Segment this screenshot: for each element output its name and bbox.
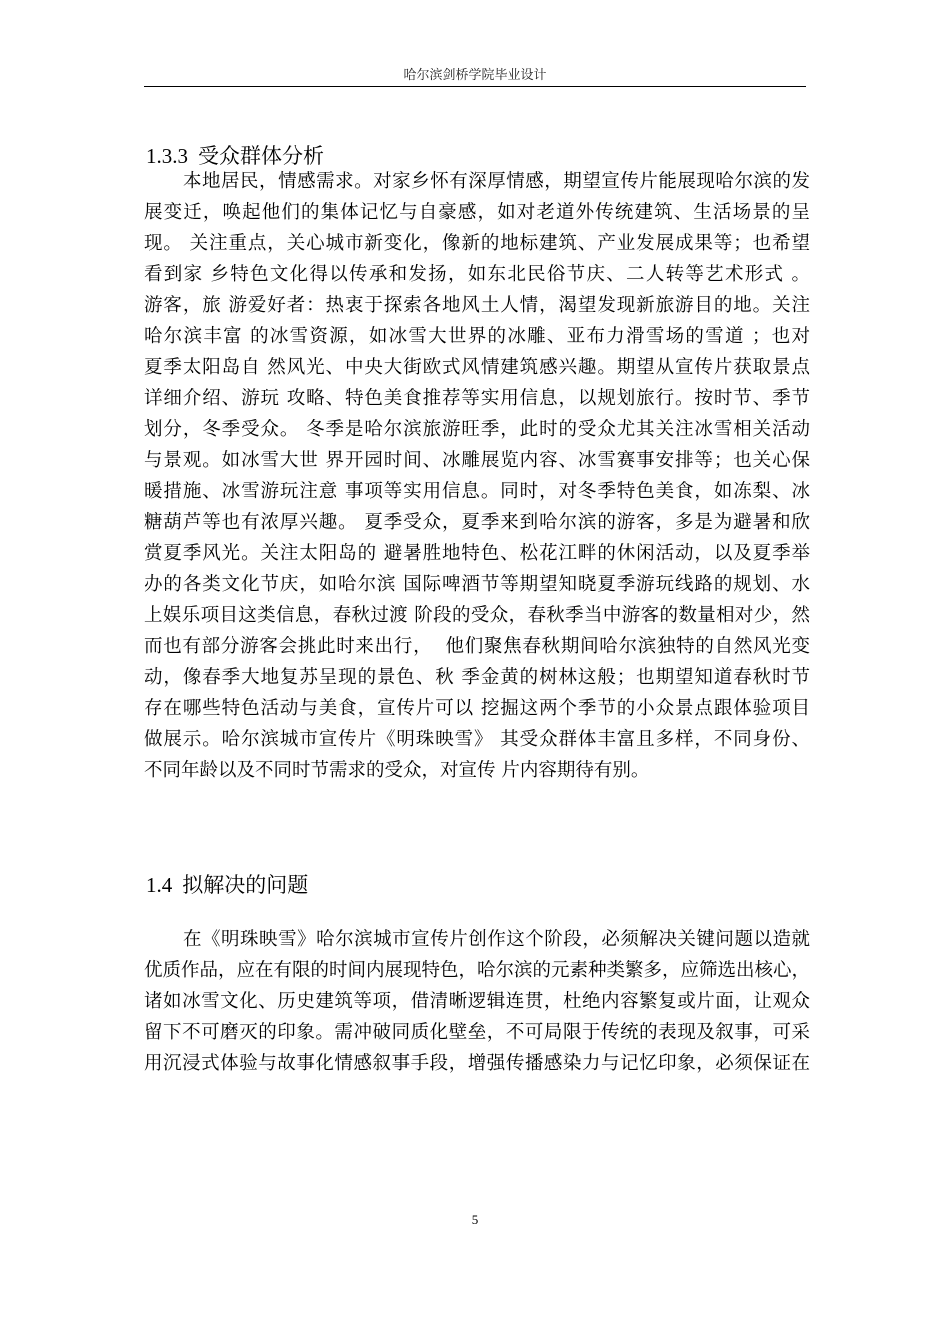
section-title: 拟解决的问题 <box>182 873 309 897</box>
text-line: 糖葫芦等也有浓厚兴趣。 夏季受众，夏季来到哈尔滨的游客，多是为避暑和欣 <box>144 512 810 533</box>
paragraph-problems <box>144 924 810 1079</box>
text-line: 划分，冬季受众。 冬季是哈尔滨旅游旺季，此时的受众尤其关注冰雪相关活动 <box>144 419 810 440</box>
text-line: 哈尔滨丰富 的冰雪资源，如冰雪大世界的冰雕、亚布力滑雪场的雪道 ；也对 <box>144 326 810 347</box>
text-line: 详细介绍、游玩 攻略、特色美食推荐等实用信息，以规划旅行。按时节、季节 <box>144 388 810 409</box>
text-line: 暖措施、冰雪游玩注意 事项等实用信息。同时，对冬季特色美食，如冻梨、冰 <box>144 481 810 502</box>
text-line: 夏季太阳岛自 然风光、中央大街欧式风情建筑感兴趣。期望从宣传片获取景点 <box>144 357 810 378</box>
text-line: 游客，旅 游爱好者：热衷于探索各地风土人情，渴望发现新旅游目的地。关注 <box>144 295 810 316</box>
text-line: 在《明珠映雪》哈尔滨城市宣传片创作这个阶段，必须解决关键问题以造就 <box>183 929 810 950</box>
text-line: 诸如冰雪文化、历史建筑等项，借清晰逻辑连贯，杜绝内容繁复或片面，让观众 <box>144 991 810 1012</box>
text-line: 而也有部分游客会挑此时来出行， 他们聚焦春秋期间哈尔滨独特的自然风光变 <box>144 636 810 657</box>
text-line: 用沉浸式体验与故事化情感叙事手段，增强传播感染力与记忆印象，必须保证在 <box>144 1053 810 1074</box>
text-line: 留下不可磨灭的印象。需冲破同质化壁垒，不可局限于传统的表现及叙事，可采 <box>144 1022 810 1043</box>
page-header: 哈尔滨剑桥学院毕业设计 <box>403 68 547 83</box>
text-line: 办的各类文化节庆，如哈尔滨 国际啤酒节等期望知晓夏季游玩线路的规划、水 <box>144 574 810 595</box>
section-number: 1.3.3 <box>146 144 188 168</box>
text-line: 与景观。如冰雪大世 界开园时间、冰雕展览内容、冰雪赛事安排等；也关心保 <box>144 450 810 471</box>
text-line: 赏夏季风光。关注太阳岛的 避暑胜地特色、松花江畔的休闲活动，以及夏季举 <box>144 543 810 564</box>
page-number: 5 <box>471 1212 479 1227</box>
text-line: 优质作品，应在有限的时间内展现特色，哈尔滨的元素种类繁多，应筛选出核心， <box>144 960 810 981</box>
section-heading-1-4 <box>146 869 308 899</box>
text-line: 看到家 乡特色文化得以传承和发扬，如东北民俗节庆、二人转等艺术形式 。 <box>144 264 810 285</box>
header-rule <box>144 86 806 87</box>
text-line: 不同年龄以及不同时节需求的受众，对宣传 片内容期待有别。 <box>144 760 650 781</box>
text-line: 展变迁，唤起他们的集体记忆与自豪感，如对老道外传统建筑、生活场景的呈 <box>144 202 810 223</box>
section-title: 受众群体分析 <box>198 144 324 168</box>
text-line: 现。 关注重点，关心城市新变化，像新的地标建筑、产业发展成果等；也希望 <box>144 233 810 254</box>
text-line: 动，像春季大地复苏呈现的景色、秋 季金黄的树林这般；也期望知道春秋时节 <box>144 667 810 688</box>
text-line: 本地居民，情感需求。对家乡怀有深厚情感，期望宣传片能展现哈尔滨的发 <box>183 171 810 192</box>
paragraph-audience-analysis <box>144 166 810 786</box>
text-line: 存在哪些特色活动与美食，宣传片可以 挖掘这两个季节的小众景点跟体验项目 <box>144 698 810 719</box>
text-line: 上娱乐项目这类信息，春秋过渡 阶段的受众，春秋季当中游客的数量相对少，然 <box>144 605 810 626</box>
section-number: 1.4 <box>146 873 173 897</box>
text-line: 做展示。哈尔滨城市宣传片《明珠映雪》 其受众群体丰富且多样，不同身份、 <box>144 729 810 750</box>
